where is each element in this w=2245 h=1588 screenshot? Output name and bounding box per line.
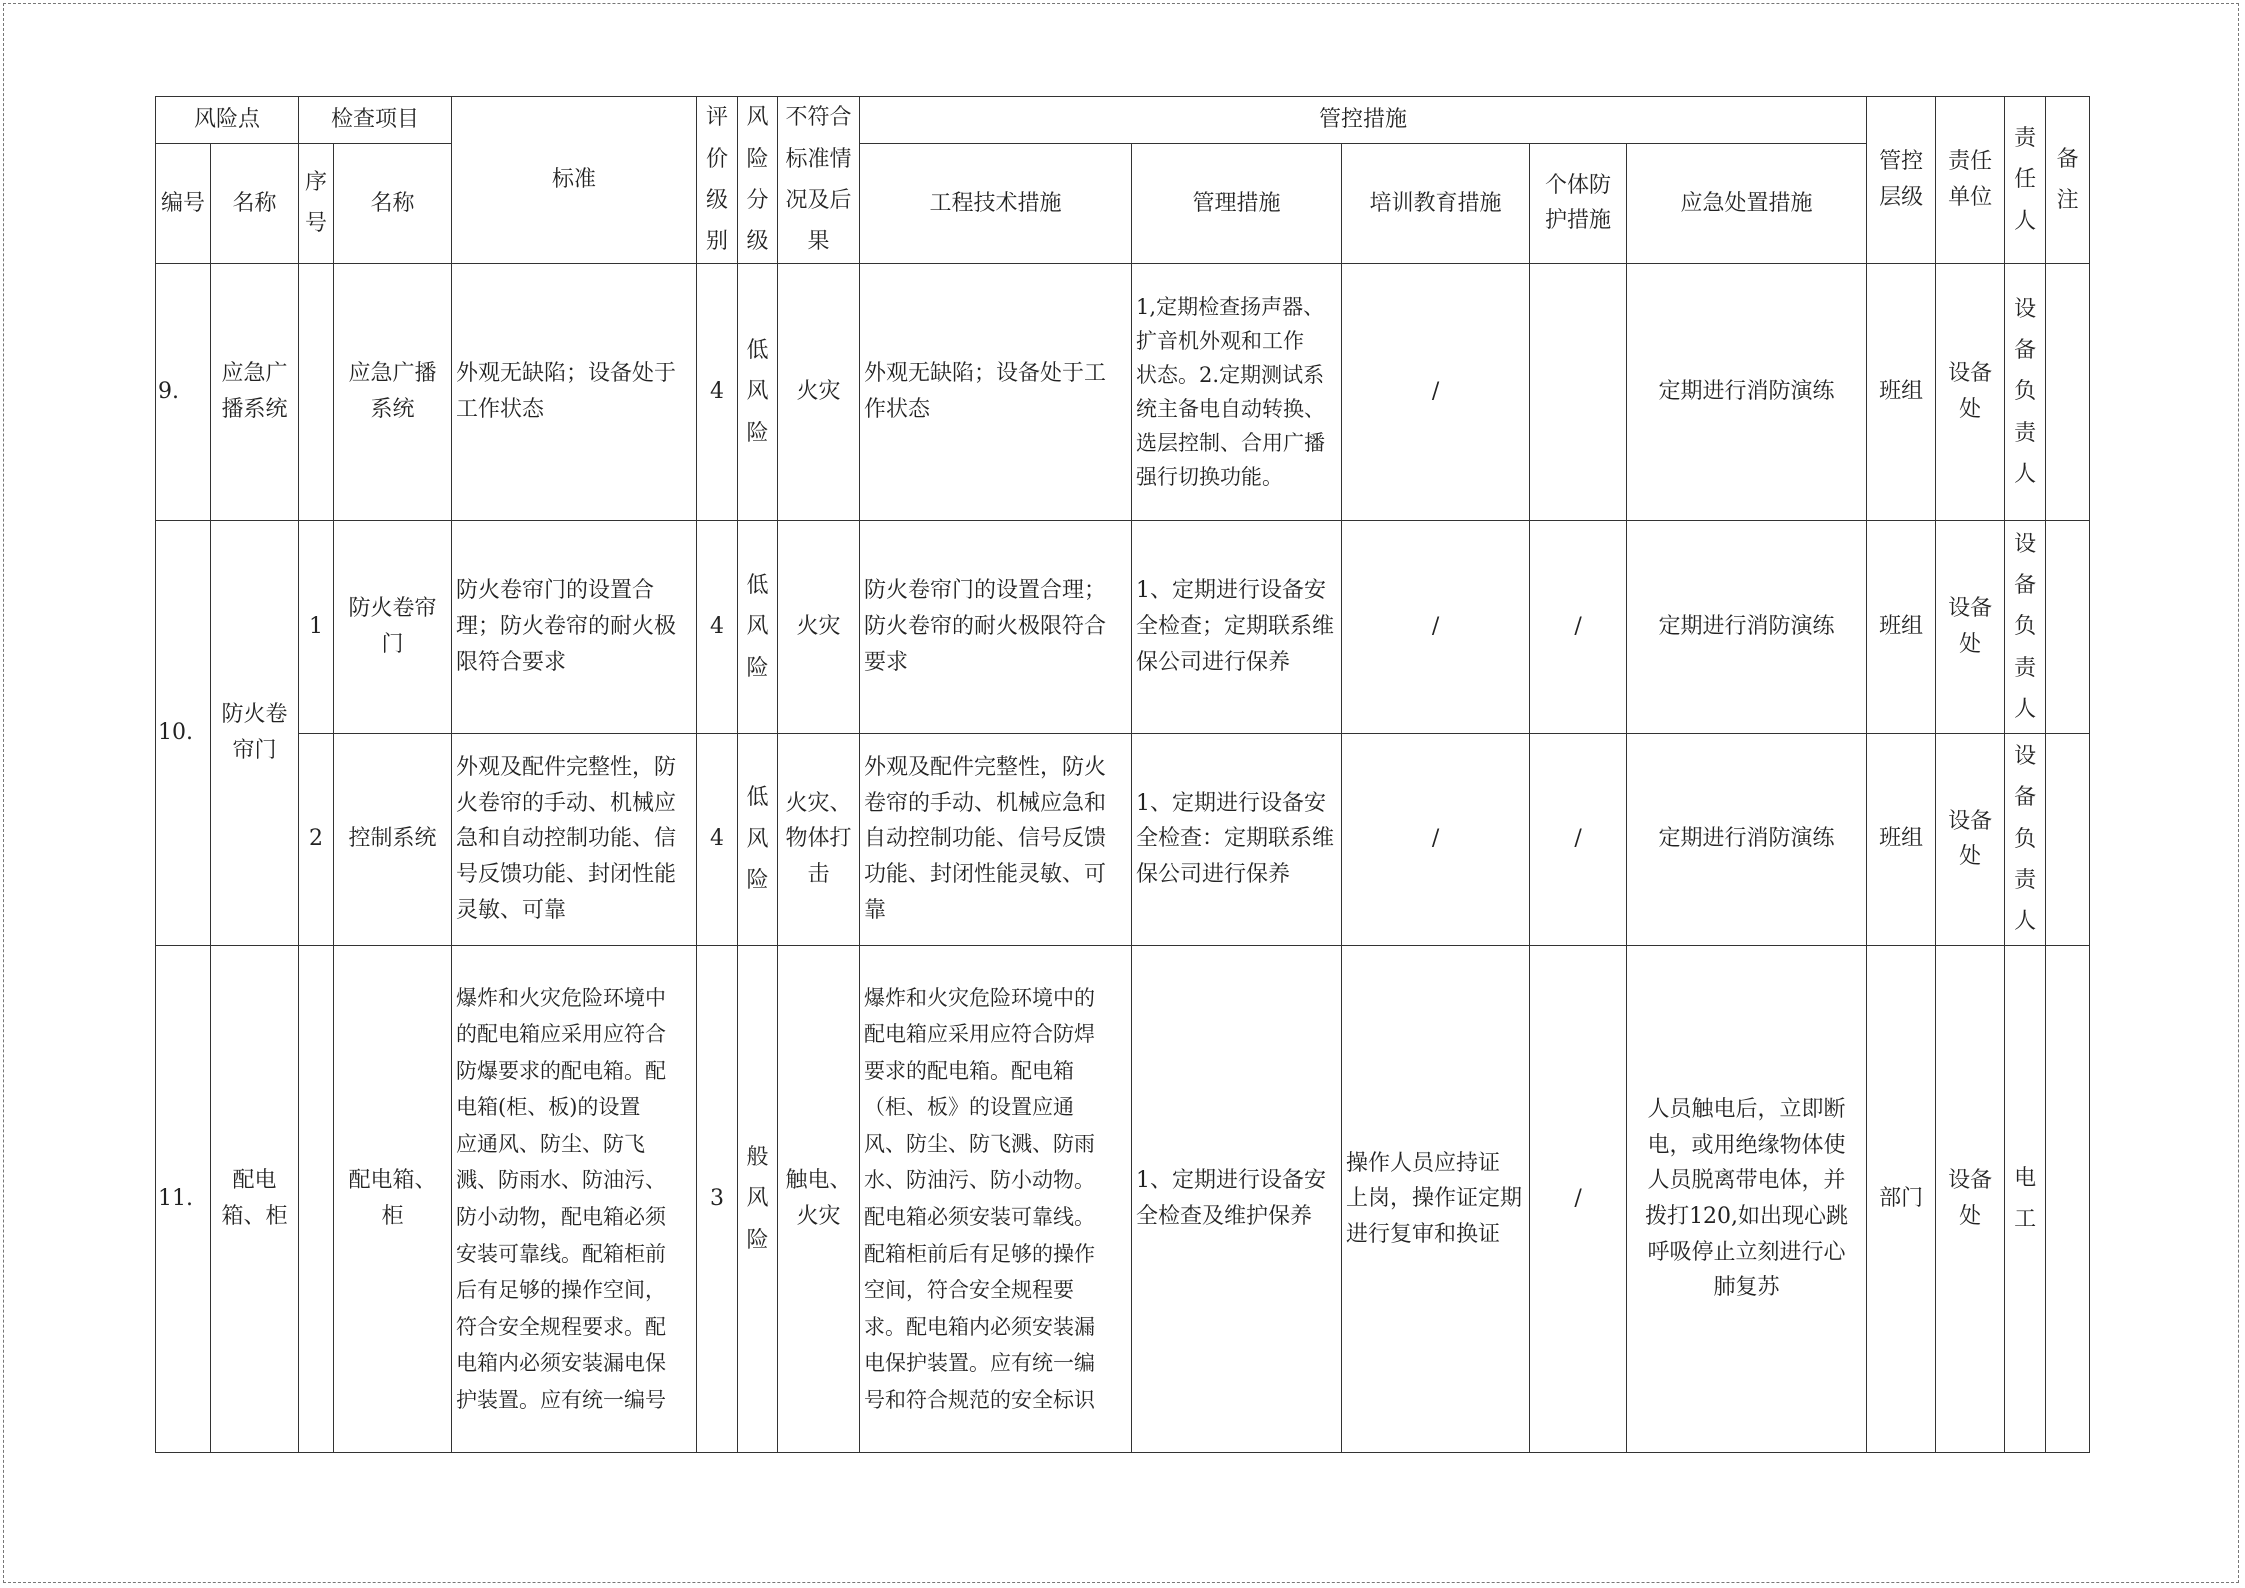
eval-level: 4 bbox=[697, 263, 738, 520]
remark bbox=[2046, 521, 2090, 733]
standard: 外观无缺陷；设备处于 工作状态 bbox=[452, 263, 697, 520]
risk-no: 11. bbox=[156, 946, 211, 1453]
header-check-item: 检查项目 bbox=[299, 97, 452, 144]
eng-measure: 外观无缺陷；设备处于工 作状态 bbox=[860, 263, 1132, 520]
risk-class: 低 风 险 bbox=[738, 733, 778, 945]
resp-unit: 设备 处 bbox=[1936, 946, 2005, 1453]
item-name: 控制系统 bbox=[334, 733, 452, 945]
standard: 外观及配件完整性，防 火卷帘的手动、机械应 急和自动控制功能、信 号反馈功能、封闭性能 灵敏、可靠 bbox=[452, 733, 697, 945]
risk-name: 应急广 播系统 bbox=[211, 263, 299, 520]
header-standard: 标准 bbox=[452, 97, 697, 264]
risk-class: 低 风 险 bbox=[738, 263, 778, 520]
header-training: 培训教育措施 bbox=[1342, 144, 1530, 264]
eng-measure: 外观及配件完整性，防火 卷帘的手动、机械应急和 自动控制功能、信号反馈 功能、封闭性能灵敏、可 靠 bbox=[860, 733, 1132, 945]
eval-level: 4 bbox=[697, 521, 738, 733]
header-row-2 bbox=[156, 144, 2090, 264]
eval-level: 4 bbox=[697, 733, 738, 945]
item-name: 防火卷帘 门 bbox=[334, 521, 452, 733]
header-control-level: 管控 层级 bbox=[1867, 97, 1936, 264]
header-nonconform: 不符合 标准情 况及后 果 bbox=[778, 97, 860, 264]
mgmt-measure: 1,定期检查扬声器、 扩音机外观和工作 状态。2.定期测试系 统主备电自动转换、 选层控制、合用广播 强行切换功能。 bbox=[1132, 263, 1342, 520]
header-name: 名称 bbox=[211, 144, 299, 264]
header-control-measures: 管控措施 bbox=[860, 97, 1867, 144]
ppe-measure: / bbox=[1530, 521, 1627, 733]
mgmt-measure: 1、定期进行设备安 全检查：定期联系维 保公司进行保养 bbox=[1132, 733, 1342, 945]
item-name: 配电箱、 柜 bbox=[334, 946, 452, 1453]
ppe-measure: / bbox=[1530, 733, 1627, 945]
remark bbox=[2046, 263, 2090, 520]
table-row bbox=[156, 733, 2090, 945]
seq: 1 bbox=[299, 521, 334, 733]
training-measure: / bbox=[1342, 263, 1530, 520]
table-row bbox=[156, 263, 2090, 520]
header-eng-tech: 工程技术措施 bbox=[860, 144, 1132, 264]
remark bbox=[2046, 946, 2090, 1453]
header-item-name: 名称 bbox=[334, 144, 452, 264]
control-level: 班组 bbox=[1867, 263, 1936, 520]
control-level: 班组 bbox=[1867, 733, 1936, 945]
training-measure: / bbox=[1342, 521, 1530, 733]
ppe-measure bbox=[1530, 263, 1627, 520]
header-resp-person: 责 任 人 bbox=[2005, 97, 2046, 264]
header-row-1 bbox=[156, 97, 2090, 144]
header-seq: 序 号 bbox=[299, 144, 334, 264]
remark bbox=[2046, 733, 2090, 945]
resp-unit: 设备 处 bbox=[1936, 733, 2005, 945]
resp-unit: 设备 处 bbox=[1936, 521, 2005, 733]
risk-class: 般 风 险 bbox=[738, 946, 778, 1453]
emergency-measure: 定期进行消防演练 bbox=[1627, 733, 1867, 945]
emergency-measure: 人员触电后，立即断 电，或用绝缘物体使 人员脱离带电体，并 拨打120,如出现心跳 呼吸停止立刻进行心 肺复苏 bbox=[1627, 946, 1867, 1453]
consequence: 火灾 bbox=[778, 521, 860, 733]
item-name: 应急广播 系统 bbox=[334, 263, 452, 520]
header-risk-class: 风 险 分 级 bbox=[738, 97, 778, 264]
ppe-measure: / bbox=[1530, 946, 1627, 1453]
header-eval-level: 评 价 级 别 bbox=[697, 97, 738, 264]
risk-control-table bbox=[155, 96, 2090, 1453]
header-risk-point: 风险点 bbox=[156, 97, 299, 144]
resp-person: 设 备 负 责 人 bbox=[2005, 263, 2046, 520]
resp-person: 设 备 负 责 人 bbox=[2005, 521, 2046, 733]
emergency-measure: 定期进行消防演练 bbox=[1627, 521, 1867, 733]
risk-no: 9. bbox=[156, 263, 211, 520]
mgmt-measure: 1、定期进行设备安 全检查；定期联系维 保公司进行保养 bbox=[1132, 521, 1342, 733]
training-measure: / bbox=[1342, 733, 1530, 945]
risk-class: 低 风 险 bbox=[738, 521, 778, 733]
risk-name: 配电 箱、柜 bbox=[211, 946, 299, 1453]
resp-person: 设 备 负 责 人 bbox=[2005, 733, 2046, 945]
risk-no: 10. bbox=[156, 521, 211, 946]
standard: 爆炸和火灾危险环境中 的配电箱应采用应符合 防爆要求的配电箱。配 电箱(柜、板)的设置 应通风、防尘、防飞 溅、防雨水、防油污、 防小动物，配电箱必须 安装可靠线。配箱柜前 后有足够的操作空间， 符合安全规程要求。配 电箱内必须安装漏电保 护装置。应有统一编号 bbox=[452, 946, 697, 1453]
header-no: 编号 bbox=[156, 144, 211, 264]
consequence: 触电、 火灾 bbox=[778, 946, 860, 1453]
control-level: 班组 bbox=[1867, 521, 1936, 733]
seq: 2 bbox=[299, 733, 334, 945]
consequence: 火灾 bbox=[778, 263, 860, 520]
seq bbox=[299, 946, 334, 1453]
header-remark: 备 注 bbox=[2046, 97, 2090, 264]
seq bbox=[299, 263, 334, 520]
resp-person: 电 工 bbox=[2005, 946, 2046, 1453]
mgmt-measure: 1、定期进行设备安 全检查及维护保养 bbox=[1132, 946, 1342, 1453]
emergency-measure: 定期进行消防演练 bbox=[1627, 263, 1867, 520]
control-level: 部门 bbox=[1867, 946, 1936, 1453]
risk-name: 防火卷 帘门 bbox=[211, 521, 299, 946]
consequence: 火灾、 物体打 击 bbox=[778, 733, 860, 945]
header-management: 管理措施 bbox=[1132, 144, 1342, 264]
eval-level: 3 bbox=[697, 946, 738, 1453]
resp-unit: 设备 处 bbox=[1936, 263, 2005, 520]
header-emergency: 应急处置措施 bbox=[1627, 144, 1867, 264]
standard: 防火卷帘门的设置合 理；防火卷帘的耐火极 限符合要求 bbox=[452, 521, 697, 733]
header-ppe: 个体防 护措施 bbox=[1530, 144, 1627, 264]
eng-measure: 爆炸和火灾危险环境中的 配电箱应采用应符合防焊 要求的配电箱。配电箱 （柜、板》的设置应通 风、防尘、防飞溅、防雨 水、防油污、防小动物。 配电箱必须安装可靠线。 配箱柜前后有足够的操作 空间，符合安全规程要 求。配电箱内必须安装漏 电保护装置。应有统一编 号和符合规范的安全标识 bbox=[860, 946, 1132, 1453]
training-measure: 操作人员应持证 上岗，操作证定期 进行复审和换证 bbox=[1342, 946, 1530, 1453]
table-row bbox=[156, 946, 2090, 1453]
table-row bbox=[156, 521, 2090, 733]
header-resp-unit: 责任 单位 bbox=[1936, 97, 2005, 264]
eng-measure: 防火卷帘门的设置合理； 防火卷帘的耐火极限符合 要求 bbox=[860, 521, 1132, 733]
